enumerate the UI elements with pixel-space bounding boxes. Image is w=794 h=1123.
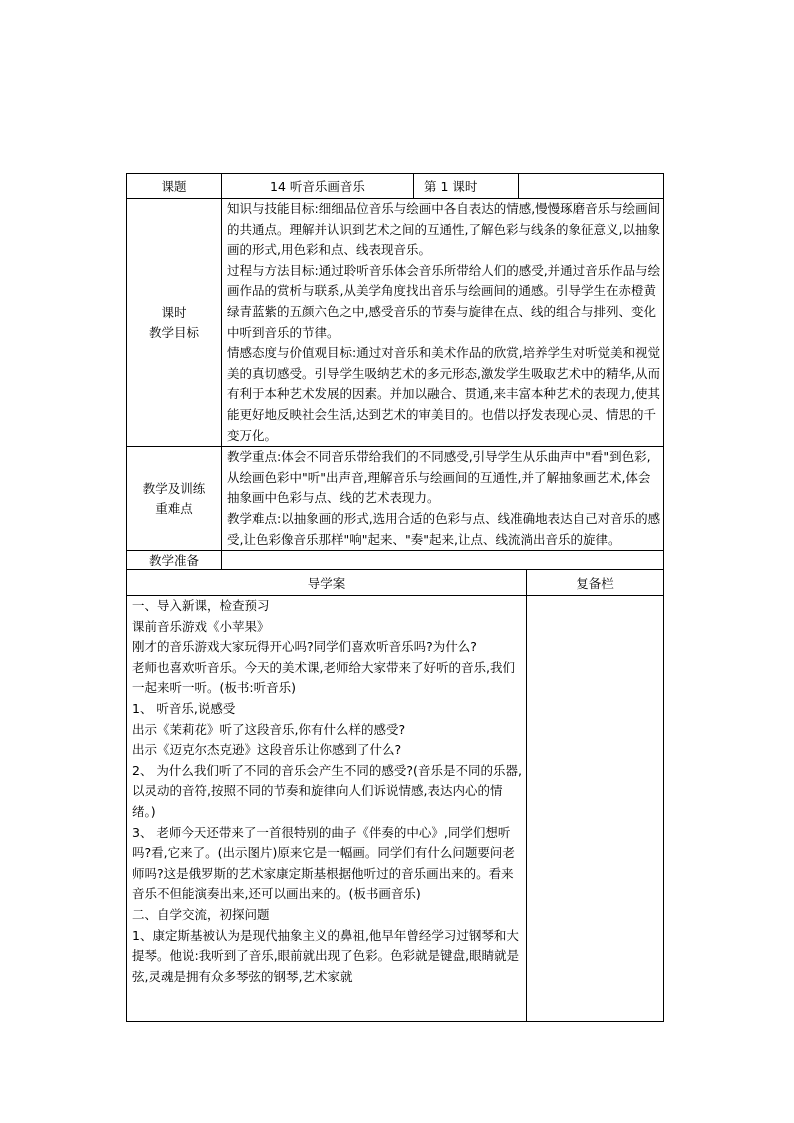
objectives-label-line2: 教学目标 [148,324,199,340]
guide-line: 老师也喜欢听音乐。今天的美术课,老师给大家带来了好听的音乐,我们一起来听一听。(板书:听音乐) [132,659,515,696]
key-points-label-line2: 重难点 [155,500,193,516]
guide-line: 出示《茉莉花》听了这段音乐,你有什么样的感受? [132,721,406,737]
objectives-label [127,199,222,447]
objective-knowledge: 知识与技能目标:细细品位音乐与绘画中各自表达的情感,慢慢琢磨音乐与绘画间的共通点。理解并认识到艺术之间的互通性,了解色彩与线条的象征意义,以抽象画的形式,用色彩和点、线表现音乐。 [227,201,661,258]
header-extra-cell [519,174,664,199]
header-row [127,174,664,199]
topic-title: 14 听音乐画音乐 [222,174,414,199]
guide-header: 导学案 [127,570,527,596]
guide-body-row [127,596,664,1022]
guide-line: 2、 为什么我们听了不同的音乐会产生不同的感受?(音乐是不同的乐器,以灵动的音符,按照不同的节奏和旋律向人们诉说情感,表达内心的情绪。) [132,762,522,820]
guide-line: 课前音乐游戏《小苹果》 [132,618,270,634]
period-label: 第 1 课时 [414,174,519,199]
objectives-row [127,199,664,447]
guide-header-row [127,570,664,596]
notes-header: 复备栏 [527,570,664,596]
objective-attitude: 情感态度与价值观目标:通过对音乐和美术作品的欣赏,培养学生对听觉美和视觉美的真切感受。引导学生吸纳艺术的多元形态,激发学生吸取艺术中的精华,从而有利于本种艺术发展的因素。并加以融合、贯通,来丰富本种艺术的表现力,使其能更好地反映社会生活,达到艺术的审美目的。也借以抒发表现心灵、情思的千变万化。 [227,345,661,443]
key-points-content [222,447,664,551]
preparation-value [222,551,664,570]
guide-line: 1、 听音乐,说感受 [132,701,236,717]
key-points-label [127,447,222,551]
guide-line: 刚才的音乐游戏大家玩得开心吗?同学们喜欢听音乐吗?为什么? [132,639,477,655]
guide-line: 一、导入新课，检查预习 [132,598,270,614]
key-points-label-line1: 教学及训练 [142,480,206,496]
key-point-difficulty: 教学难点:以抽象画的形式,选用合适的色彩与点、线准确地表达自己对音乐的感受,让色彩像音乐那样"响"起来、"奏"起来,让点、线流淌出音乐的旋律。 [227,510,661,547]
guide-line: 二、自学交流，初探问题 [132,907,270,922]
guide-content [127,596,527,1022]
key-point-focus: 教学重点:体会不同音乐带给我们的不同感受,引导学生从乐曲声中"看"到色彩,从绘画色彩中"听"出声音,理解音乐与绘画间的互通性,并了解抽象画艺术,体会抽象画中色彩与点、线的艺术表现力。 [227,449,651,506]
notes-content [527,596,664,1022]
guide-line: 1、康定斯基被认为是现代抽象主义的鼻祖,他早年曾经学习过钢琴和大提琴。他说:我听到了音乐,眼前就出现了色彩。色彩就是键盘,眼睛就是弦,灵魂是拥有众多琴弦的钢琴,艺术家就 [132,927,520,984]
objective-process: 过程与方法目标:通过聆听音乐体会音乐所带给人们的感受,并通过音乐作品与绘画作品的赏析与联系,从美学角度找出音乐与绘画间的通感。引导学生在赤橙黄绿青蓝紫的五颜六色之中,感受音乐的节奏与旋律在点、线的组合与排列、变化中听到音乐的节律。 [227,262,661,340]
preparation-row [127,551,664,570]
objectives-content [222,199,664,447]
lesson-plan-table [126,173,664,1022]
topic-label: 课题 [127,174,222,199]
guide-line: 出示《迈克尔杰克逊》这段音乐让你感到了什么? [132,742,402,758]
objectives-label-line1: 课时 [161,304,187,320]
preparation-label: 教学准备 [127,551,222,570]
key-points-row [127,447,664,551]
guide-line: 3、 老师今天还带来了一首很特别的曲子《伴奏的中心》,同学们想听吗?看,它来了。(出示图片)原来它是一幅画。同学们有什么问题要问老师吗?这是俄罗斯的艺术家康定斯基根据他听过的音乐画出来的。看来音乐不但能演奏出来,还可以画出来的。(板书画音乐) [132,824,515,902]
